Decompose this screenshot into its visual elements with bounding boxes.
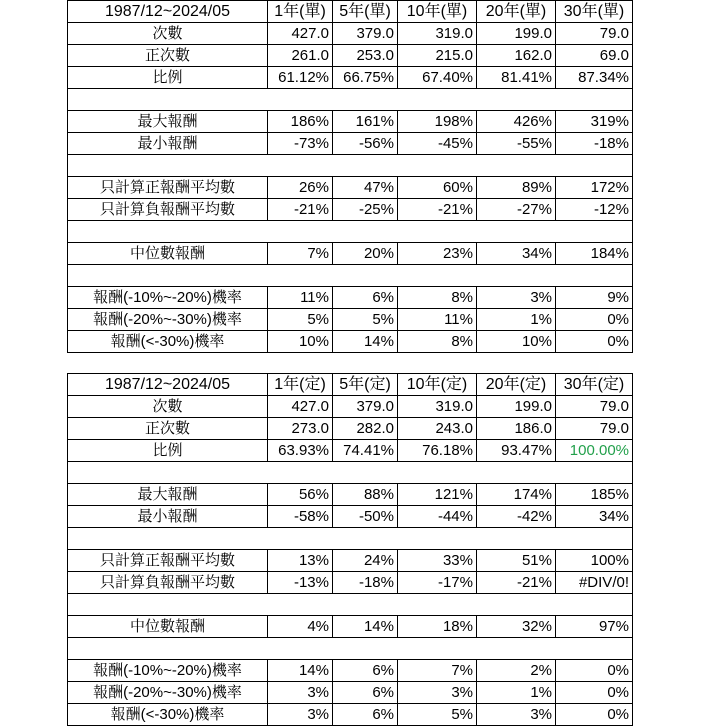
- row-label-cell: 報酬(-20%~-30%)機率: [68, 682, 268, 704]
- value-cell: 3%: [477, 287, 556, 309]
- value-cell: 47%: [333, 177, 398, 199]
- horizon-header-cell: 20年(單): [477, 1, 556, 23]
- blank-row: [68, 638, 633, 660]
- value-cell: -18%: [333, 572, 398, 594]
- value-cell: 243.0: [398, 418, 477, 440]
- horizon-header-cell: 30年(單): [556, 1, 633, 23]
- value-cell: 6%: [333, 660, 398, 682]
- row-label-cell: 只計算正報酬平均數: [68, 550, 268, 572]
- value-cell: 3%: [268, 704, 333, 726]
- value-cell: 100%: [556, 550, 633, 572]
- value-cell: 2%: [477, 660, 556, 682]
- value-cell: 14%: [333, 616, 398, 638]
- horizon-header-cell: 10年(單): [398, 1, 477, 23]
- value-cell: 121%: [398, 484, 477, 506]
- value-cell: 319.0: [398, 23, 477, 45]
- value-cell: 1%: [477, 682, 556, 704]
- value-cell: 79.0: [556, 23, 633, 45]
- blank-row: [68, 462, 633, 484]
- value-cell: 6%: [333, 682, 398, 704]
- value-cell: 34%: [477, 243, 556, 265]
- value-cell: 14%: [268, 660, 333, 682]
- row-label-cell: 只計算負報酬平均數: [68, 572, 268, 594]
- value-cell: -13%: [268, 572, 333, 594]
- horizon-header-cell: 10年(定): [398, 374, 477, 396]
- horizon-header-cell: 5年(定): [333, 374, 398, 396]
- row-label-cell: 只計算負報酬平均數: [68, 199, 268, 221]
- value-cell: 7%: [268, 243, 333, 265]
- value-cell: -27%: [477, 199, 556, 221]
- value-cell: 199.0: [477, 23, 556, 45]
- value-cell: 172%: [556, 177, 633, 199]
- value-cell: 199.0: [477, 396, 556, 418]
- value-cell: 56%: [268, 484, 333, 506]
- value-cell: 87.34%: [556, 67, 633, 89]
- period-header-cell: 1987/12~2024/05: [68, 374, 268, 396]
- row-label-cell: 中位數報酬: [68, 616, 268, 638]
- value-cell: 215.0: [398, 45, 477, 67]
- value-cell: 162.0: [477, 45, 556, 67]
- value-cell: 3%: [398, 682, 477, 704]
- value-cell: 0%: [556, 682, 633, 704]
- value-cell: 13%: [268, 550, 333, 572]
- stats-table-2: [67, 373, 633, 726]
- row-label-cell: 次數: [68, 396, 268, 418]
- horizon-header-cell: 1年(單): [268, 1, 333, 23]
- blank-row: [68, 221, 633, 243]
- value-cell: 379.0: [333, 23, 398, 45]
- row-label-cell: 最大報酬: [68, 484, 268, 506]
- value-cell: 63.93%: [268, 440, 333, 462]
- value-cell: 3%: [268, 682, 333, 704]
- row-label-cell: 報酬(-10%~-20%)機率: [68, 660, 268, 682]
- value-cell: 51%: [477, 550, 556, 572]
- value-cell: 174%: [477, 484, 556, 506]
- row-label-cell: 只計算正報酬平均數: [68, 177, 268, 199]
- value-cell: 0%: [556, 331, 633, 353]
- value-cell: -17%: [398, 572, 477, 594]
- value-cell: 74.41%: [333, 440, 398, 462]
- value-cell: 282.0: [333, 418, 398, 440]
- value-cell: 11%: [398, 309, 477, 331]
- value-cell: 7%: [398, 660, 477, 682]
- value-cell: 11%: [268, 287, 333, 309]
- value-cell: 3%: [477, 704, 556, 726]
- row-label-cell: 報酬(-10%~-20%)機率: [68, 287, 268, 309]
- horizon-header-cell: 20年(定): [477, 374, 556, 396]
- value-cell: 379.0: [333, 396, 398, 418]
- row-label-cell: 正次數: [68, 45, 268, 67]
- value-cell: 198%: [398, 111, 477, 133]
- value-cell: -18%: [556, 133, 633, 155]
- value-cell: -56%: [333, 133, 398, 155]
- period-header-cell: 1987/12~2024/05: [68, 1, 268, 23]
- value-cell: 89%: [477, 177, 556, 199]
- value-cell: 9%: [556, 287, 633, 309]
- value-cell: 81.41%: [477, 67, 556, 89]
- value-cell: 14%: [333, 331, 398, 353]
- value-cell: 185%: [556, 484, 633, 506]
- value-cell: 79.0: [556, 418, 633, 440]
- value-cell: 6%: [333, 287, 398, 309]
- row-label-cell: 報酬(<-30%)機率: [68, 331, 268, 353]
- value-cell: 5%: [398, 704, 477, 726]
- value-cell: 6%: [333, 704, 398, 726]
- value-cell: 60%: [398, 177, 477, 199]
- value-cell: 66.75%: [333, 67, 398, 89]
- value-cell: 0%: [556, 704, 633, 726]
- blank-row: [68, 594, 633, 616]
- value-cell: -73%: [268, 133, 333, 155]
- value-cell: 88%: [333, 484, 398, 506]
- row-label-cell: 正次數: [68, 418, 268, 440]
- value-cell: 76.18%: [398, 440, 477, 462]
- value-cell: 26%: [268, 177, 333, 199]
- value-cell: 0%: [556, 309, 633, 331]
- row-label-cell: 報酬(-20%~-30%)機率: [68, 309, 268, 331]
- value-cell: 253.0: [333, 45, 398, 67]
- value-cell: 20%: [333, 243, 398, 265]
- value-cell: -55%: [477, 133, 556, 155]
- value-cell: 186%: [268, 111, 333, 133]
- horizon-header-cell: 5年(單): [333, 1, 398, 23]
- value-cell: -21%: [477, 572, 556, 594]
- value-cell: 10%: [268, 331, 333, 353]
- row-label-cell: 報酬(<-30%)機率: [68, 704, 268, 726]
- blank-row: [68, 265, 633, 287]
- value-cell: 8%: [398, 287, 477, 309]
- horizon-header-cell: 1年(定): [268, 374, 333, 396]
- value-cell: 1%: [477, 309, 556, 331]
- value-cell: 23%: [398, 243, 477, 265]
- value-cell: 79.0: [556, 396, 633, 418]
- value-cell: 10%: [477, 331, 556, 353]
- value-cell: 0%: [556, 660, 633, 682]
- value-cell: 273.0: [268, 418, 333, 440]
- row-label-cell: 比例: [68, 440, 268, 462]
- value-cell: 34%: [556, 506, 633, 528]
- value-cell: -25%: [333, 199, 398, 221]
- value-cell: 5%: [268, 309, 333, 331]
- value-cell: -42%: [477, 506, 556, 528]
- value-cell: 427.0: [268, 396, 333, 418]
- value-cell: 161%: [333, 111, 398, 133]
- value-cell: -12%: [556, 199, 633, 221]
- value-cell: 4%: [268, 616, 333, 638]
- row-label-cell: 次數: [68, 23, 268, 45]
- value-cell: -44%: [398, 506, 477, 528]
- value-cell: 184%: [556, 243, 633, 265]
- value-cell: 97%: [556, 616, 633, 638]
- value-cell: -21%: [268, 199, 333, 221]
- row-label-cell: 最小報酬: [68, 506, 268, 528]
- value-cell: 18%: [398, 616, 477, 638]
- value-cell: #DIV/0!: [556, 572, 633, 594]
- value-cell: 67.40%: [398, 67, 477, 89]
- row-label-cell: 最大報酬: [68, 111, 268, 133]
- value-cell: 186.0: [477, 418, 556, 440]
- value-cell: 319%: [556, 111, 633, 133]
- value-cell: 319.0: [398, 396, 477, 418]
- row-label-cell: 最小報酬: [68, 133, 268, 155]
- value-cell: -50%: [333, 506, 398, 528]
- value-cell: 5%: [333, 309, 398, 331]
- value-cell: 32%: [477, 616, 556, 638]
- value-cell: 426%: [477, 111, 556, 133]
- value-cell: 261.0: [268, 45, 333, 67]
- value-cell: -58%: [268, 506, 333, 528]
- value-cell: 93.47%: [477, 440, 556, 462]
- stats-table-1: [67, 0, 633, 353]
- value-cell: 33%: [398, 550, 477, 572]
- blank-row: [68, 89, 633, 111]
- blank-row: [68, 528, 633, 550]
- value-cell: 69.0: [556, 45, 633, 67]
- horizon-header-cell: 30年(定): [556, 374, 633, 396]
- value-cell: 61.12%: [268, 67, 333, 89]
- row-label-cell: 比例: [68, 67, 268, 89]
- value-cell: 427.0: [268, 23, 333, 45]
- value-cell: 8%: [398, 331, 477, 353]
- value-cell: 24%: [333, 550, 398, 572]
- row-label-cell: 中位數報酬: [68, 243, 268, 265]
- value-cell: -21%: [398, 199, 477, 221]
- value-cell: -45%: [398, 133, 477, 155]
- blank-row: [68, 155, 633, 177]
- value-cell: 100.00%: [556, 440, 633, 462]
